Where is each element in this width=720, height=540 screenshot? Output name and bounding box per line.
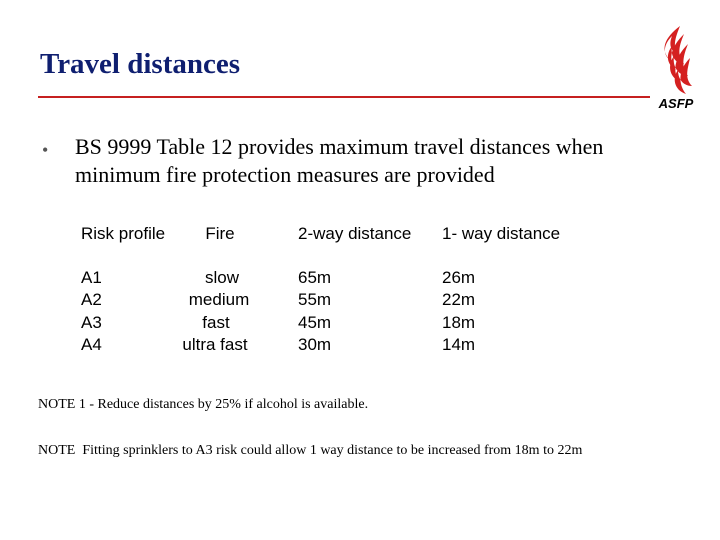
column-risk — [81, 267, 102, 356]
column-two-way — [298, 267, 331, 356]
cell-one-way: 26m — [442, 268, 476, 287]
cell-risk: A1 — [81, 268, 102, 287]
cell-risk: A4 — [81, 334, 102, 354]
logo-text: ASFP — [658, 96, 694, 111]
cell-fire: fast — [202, 312, 230, 332]
cell-fire: ultra fast — [182, 334, 248, 354]
cell-risk: A2 — [81, 290, 102, 310]
cell-one-way: 22m — [442, 290, 476, 310]
header-one-way: 1- way distance — [442, 224, 561, 243]
bullet-text: BS 9999 Table 12 provides maximum travel distances when minimum fire protection measures are provided — [75, 134, 604, 187]
note-sprinklers: NOTE Fitting sprinklers to A3 risk could allow 1 way distance to be increased from 18m to 22m — [38, 443, 583, 458]
title-divider — [38, 96, 650, 98]
cell-fire: slow — [204, 268, 239, 287]
cell-two-way: 45m — [298, 312, 332, 332]
cell-two-way: 30m — [298, 334, 332, 354]
cell-fire: medium — [188, 290, 250, 310]
cell-one-way: 14m — [442, 334, 476, 354]
column-one-way — [442, 267, 475, 356]
cell-two-way: 55m — [298, 290, 332, 310]
cell-two-way: 65m — [298, 268, 332, 287]
column-fire — [166, 267, 264, 356]
header-two-way: 2-way distance — [298, 224, 412, 243]
header-risk-profile: Risk profile — [81, 224, 166, 243]
cell-risk: A3 — [81, 312, 102, 332]
flame-logo-icon — [650, 24, 700, 96]
cell-one-way: 18m — [442, 312, 476, 332]
slide-title: Travel distances — [40, 48, 241, 80]
asfp-logo — [650, 24, 700, 116]
bullet-icon: • — [42, 140, 49, 160]
header-fire: Fire — [205, 224, 235, 243]
note-alcohol: NOTE 1 - Reduce distances by 25% if alcohol is available. — [38, 397, 369, 412]
